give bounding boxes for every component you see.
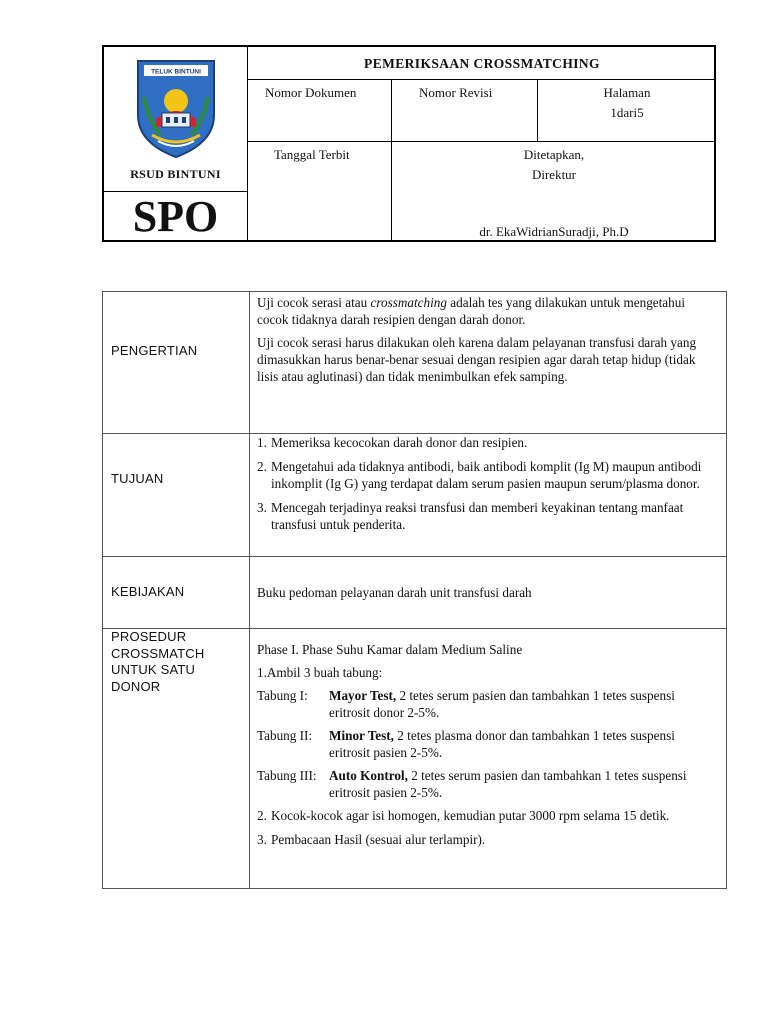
crossmatching-term: crossmatching: [370, 295, 447, 310]
halaman-label: Halaman: [603, 85, 651, 100]
spo-label: SPO: [132, 192, 219, 241]
tabung-row: Tabung II: Minor Test, 2 tetes plasma donor dan tambahkan 1 tetes suspensi eritrosit pasien 2-5%.: [257, 728, 675, 760]
prosedur-label: PROSEDUR CROSSMATCH UNTUK SATU DONOR: [111, 629, 205, 694]
pengertian-content: [257, 294, 717, 391]
nomor-revisi-label: Nomor Revisi: [419, 85, 493, 100]
director-name: dr. EkaWidrianSuradji, Ph.D: [479, 224, 629, 239]
step-1: 1.Ambil 3 buah tabung:: [257, 665, 383, 680]
hospital-logo-emblem: [134, 57, 218, 161]
logo-cell: [104, 47, 247, 191]
kebijakan-content: Buku pedoman pelayanan darah unit transfusi darah: [257, 585, 532, 600]
procedure-table: [102, 291, 727, 889]
direktur-label: Direktur: [531, 167, 577, 182]
pengertian-label: PENGERTIAN: [111, 343, 198, 358]
ditetapkan-label: Ditetapkan,: [523, 147, 585, 162]
pengertian-paragraph-1: Uji cocok serasi atau crossmatching adalah tes yang dilakukan untuk mengetahui cocok tidaknya darah resipien dengan darah donor.: [257, 295, 686, 327]
logo-banner-text: TELUK BINTUNI: [151, 68, 201, 76]
tanggal-terbit-label: Tanggal Terbit: [274, 147, 350, 162]
list-item: 3. Mencegah terjadinya reaksi transfusi dan memberi keyakinan tentang manfaat transfusi untuk penderita.: [257, 500, 684, 532]
organization-name: RSUD BINTUNI: [130, 167, 221, 181]
nomor-dokumen-label: Nomor Dokumen: [265, 85, 357, 100]
tujuan-label: TUJUAN: [111, 471, 164, 486]
list-item: 1. Memeriksa kecocokan darah donor dan resipien.: [257, 435, 528, 450]
list-item: 3. Pembacaan Hasil (sesuai alur terlampir).: [257, 832, 486, 847]
document-header-table: [102, 45, 716, 242]
document-title: PEMERIKSAAN CROSSMATCHING: [364, 56, 600, 71]
kebijakan-label: KEBIJAKAN: [111, 584, 185, 599]
pengertian-paragraph-2: Uji cocok serasi harus dilakukan oleh karena dalam pelayanan transfusi darah yang dimasukkan harus benar-benar sesuai dengan resipien agar darah tetap hidup (tidak lisis atau aglutinasi) dan tidak menimbulkan efek samping.: [257, 335, 697, 384]
tujuan-content: [257, 434, 717, 540]
halaman-value: 1dari5: [610, 105, 644, 120]
list-item: 2. Kocok-kocok agar isi homogen, kemudian putar 3000 rpm selama 15 detik.: [257, 808, 670, 823]
prosedur-content: [257, 641, 717, 855]
phase-title: Phase I. Phase Suhu Kamar dalam Medium Saline: [257, 642, 523, 657]
list-item: 2. Mengetahui ada tidaknya antibodi, baik antibodi komplit (Ig M) maupun antibodi inkomplit (Ig G) yang terdapat dalam serum pasien maupun serum/plasma donor.: [257, 459, 702, 491]
tabung-row: Tabung III: Auto Kontrol, 2 tetes serum pasien dan tambahkan 1 tetes suspensi eritrosit pasien 2-5%.: [257, 768, 687, 800]
tabung-row: Tabung I: Mayor Test, 2 tetes serum pasien dan tambahkan 1 tetes suspensi eritrosit donor 2-5%.: [257, 688, 675, 720]
